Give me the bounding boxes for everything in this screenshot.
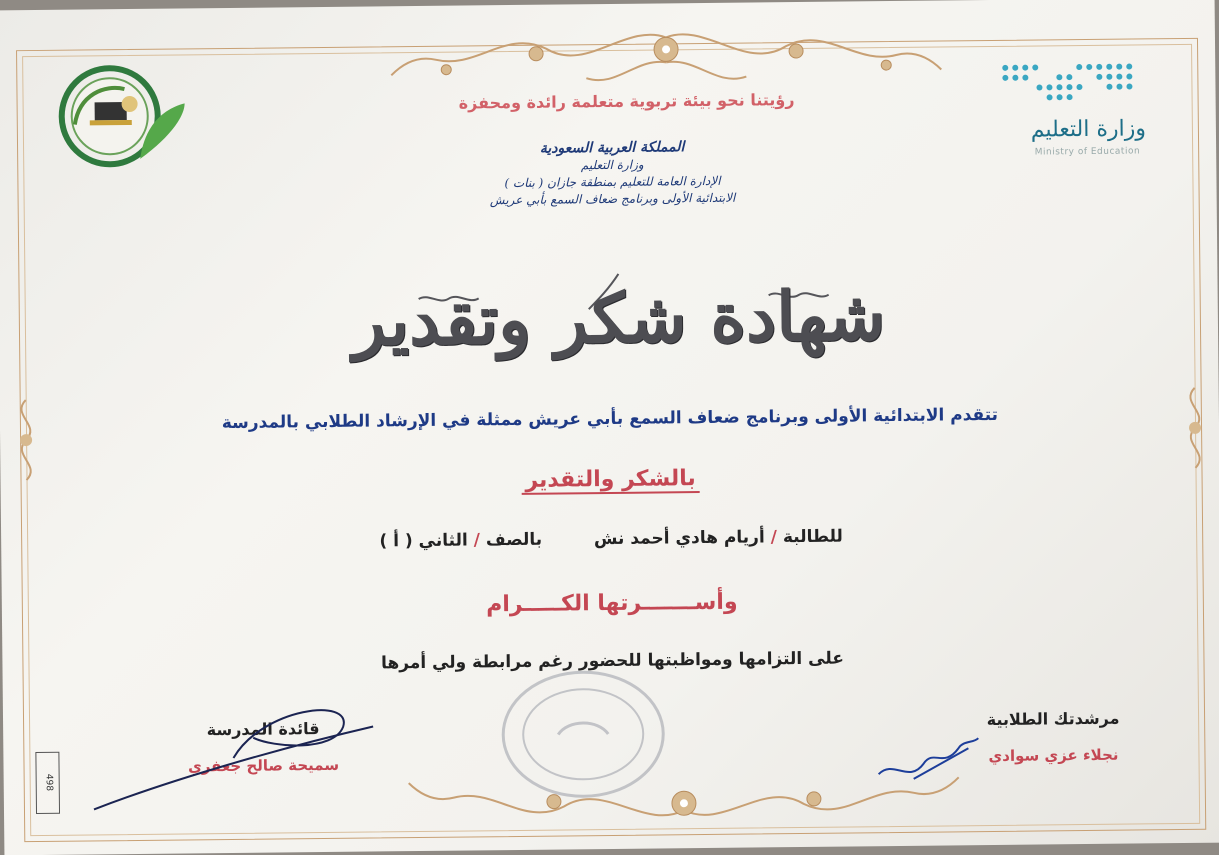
official-stamp xyxy=(497,663,668,805)
ministry-name-ar: وزارة التعليم xyxy=(1030,116,1147,143)
certificate-title-area xyxy=(298,266,939,383)
reason-line: على التزامها ومواظبتها للحضور رغم مرابطة ولي أمرها xyxy=(380,648,844,674)
serial-number: 498 xyxy=(35,752,60,814)
ministry-logo xyxy=(960,58,1176,160)
ministry-dots-icon xyxy=(999,60,1139,101)
header-line-directorate: الإدارة العامة للتعليم بمنطقة جازان ( بنات ) xyxy=(504,173,721,191)
header-block xyxy=(457,138,768,209)
certificate-title: شهادة شكر وتقدير xyxy=(352,276,886,362)
header-line-school: الابتدائية الأولى وبرنامج ضعاف السمع بأبي عريش xyxy=(489,190,736,208)
counselor-signature-icon xyxy=(873,728,984,789)
vision-statement: رؤيتنا نحو بيئة تربوية متعلمة رائدة ومحفزة xyxy=(458,90,795,113)
counselor-role: مرشدتك الطلابية xyxy=(986,708,1120,730)
counselor-name: نجلاء عزي سوادي xyxy=(988,745,1119,766)
header-line-ministry: وزارة التعليم xyxy=(580,157,644,173)
family-line: وأســـــــرتها الكـــــرام xyxy=(486,589,738,618)
principal-name: سميحة صالح جعفري xyxy=(187,755,340,776)
student-name: أريام هادي أحمد نش xyxy=(593,527,765,550)
class-value: الثاني ( أ ) xyxy=(379,530,468,552)
principal-signature-icon xyxy=(83,696,384,819)
slash-separator: / xyxy=(770,527,778,548)
ministry-name-en: Ministry of Education xyxy=(1034,146,1141,158)
slash-separator: / xyxy=(473,530,481,551)
student-label: للطالبة xyxy=(782,526,843,548)
school-emblem-logo xyxy=(34,63,190,175)
top-ornament xyxy=(386,14,947,100)
left-side-ornament xyxy=(6,395,47,485)
class-label: بالصف xyxy=(485,529,543,551)
principal-role: قائدة المدرسة xyxy=(206,719,320,740)
thanks-text: بالشكر والتقدير xyxy=(521,466,700,495)
header-line-kingdom: المملكة العربية السعودية xyxy=(539,139,685,157)
intro-line: تتقدم الابتدائية الأولى وبرنامج ضعاف السمع بأبي عريش ممثلة في الإرشاد الطلابي بالمدرسة xyxy=(221,404,999,434)
right-side-ornament xyxy=(1175,383,1216,473)
